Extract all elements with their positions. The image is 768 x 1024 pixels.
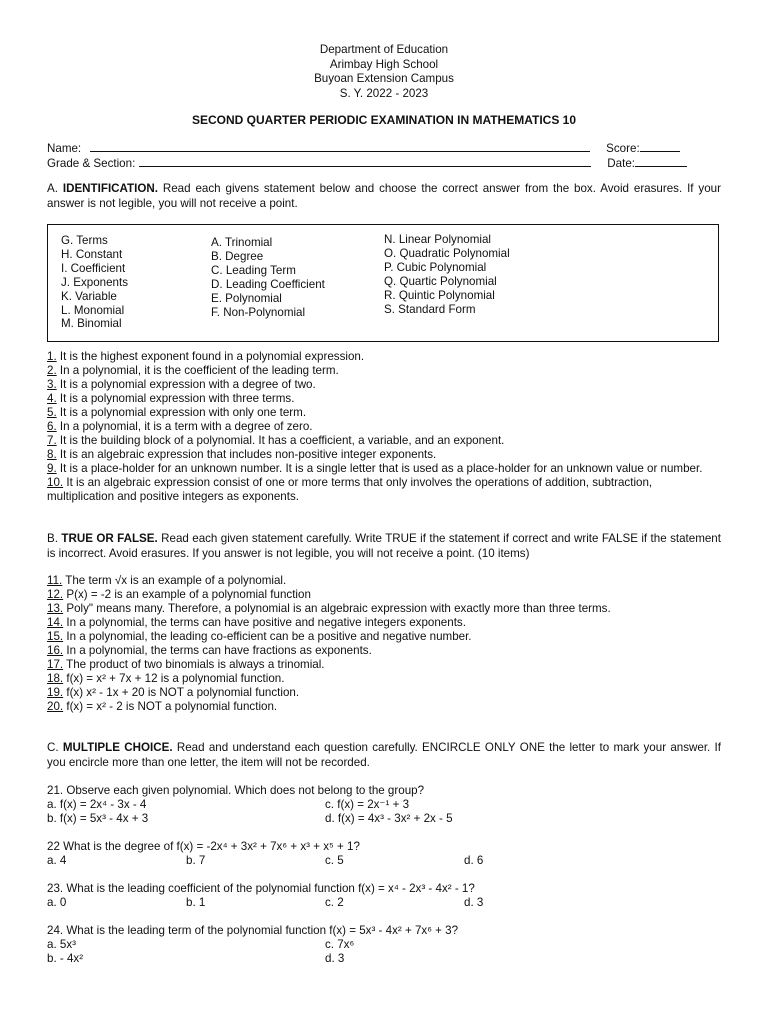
q21-option-d[interactable]: d. f(x) = 4x³ - 3x² + 2x - 5 (325, 811, 453, 825)
question-text: In a polynomial, the leading co-efficient can be a positive and negative number. (63, 630, 472, 644)
question-text: f(x) x² - 1x + 20 is NOT a polynomial function. (63, 686, 300, 700)
q24-option-b[interactable]: b. - 4x² (47, 951, 84, 965)
answer-choice: E. Polynomial (211, 291, 282, 305)
section-a-instructions: A. IDENTIFICATION. Read each givens statement below and choose the correct answer from the box. Avoid erasures. If your answer is not legible, you will not receive a point. (47, 182, 721, 210)
score-label: Score: (606, 142, 640, 155)
question-number: 1. (47, 350, 57, 363)
question-item (47, 700, 721, 714)
section-a-heading: IDENTIFICATION. (62, 182, 158, 195)
question-item (47, 448, 721, 462)
question-22-text: 22 What is the degree of f(x) = -2x⁴ + 3x² + 7x⁶ + x³ + x⁵ + 1? (47, 840, 360, 853)
answer-choice: G. Terms (61, 234, 108, 247)
section-c-instructions: C. MULTIPLE CHOICE. Read and understand each question carefully. ENCIRCLE ONLY ONE the letter to mark your answer. If you encircle more than one letter, the item will not be recorded. (47, 741, 721, 769)
exam-title: SECOND QUARTER PERIODIC EXAMINATION IN MATHEMATICS 10 (191, 113, 577, 127)
question-item (47, 602, 721, 616)
question-number: 4. (47, 392, 57, 406)
answer-choice: B. Degree (211, 249, 264, 263)
question-text: In a polynomial, the terms can have positive and negative integers exponents. (63, 616, 466, 630)
answer-choice: P. Cubic Polynomial (384, 260, 487, 274)
question-text: In a polynomial, the terms can have fractions as exponents. (63, 644, 372, 658)
name-score-row (47, 140, 717, 155)
q24-option-c[interactable]: c. 7x⁶ (325, 937, 355, 951)
section-c-heading: MULTIPLE CHOICE. (62, 741, 173, 754)
question-text: It is a polynomial expression with a degree of two. (56, 378, 316, 392)
answer-choice: L. Monomial (61, 303, 125, 317)
question-item (47, 462, 721, 476)
question-item (47, 658, 721, 672)
q21-option-a[interactable]: a. f(x) = 2x⁴ - 3x - 4 (47, 797, 147, 811)
question-21-text: 21. Observe each given polynomial. Which does not belong to the group? (47, 784, 425, 797)
question-number: 16. (47, 644, 64, 658)
question-item (47, 616, 721, 630)
question-text: It is the highest exponent found in a polynomial expression. (56, 350, 365, 363)
question-item (47, 574, 721, 588)
question-item (47, 588, 721, 602)
question-number: 20. (47, 700, 64, 714)
question-text: Poly" means many. Therefore, a polynomial is an algebraic expression with exactly more than three terms. (63, 602, 611, 616)
q23-option-a[interactable]: a. 0 (47, 895, 67, 909)
department-name: Department of Education (319, 43, 449, 56)
choices-column-1 (61, 234, 128, 331)
question-text: f(x) = x² - 2 is NOT a polynomial function. (63, 700, 278, 714)
question-number: 12. (47, 588, 64, 602)
question-21 (47, 784, 727, 825)
choices-column-2 (211, 236, 325, 319)
question-number: 11. (47, 574, 63, 587)
question-item (47, 434, 721, 448)
answer-choice: O. Quadratic Polynomial (384, 246, 510, 260)
answer-choice: S. Standard Form (384, 302, 476, 316)
question-number: 17. (47, 658, 64, 672)
question-item (47, 672, 721, 686)
answer-choices-box (47, 224, 719, 342)
question-text: In a polynomial, it is a term with a degree of zero. (56, 420, 313, 434)
question-text: It is an algebraic expression that includes non-positive integer exponents. (56, 448, 437, 462)
question-24-text: 24. What is the leading term of the polynomial function f(x) = 5x³ - 4x² + 7x⁶ + 3? (47, 924, 459, 937)
question-item (47, 420, 721, 434)
answer-choice: H. Constant (61, 247, 123, 261)
question-number: 6. (47, 420, 57, 434)
question-number: 18. (47, 672, 64, 686)
question-number: 10. (47, 476, 64, 490)
question-number: 13. (47, 602, 64, 616)
q22-option-c[interactable]: c. 5 (325, 853, 344, 867)
name-field[interactable] (90, 140, 590, 152)
question-22 (47, 840, 727, 868)
true-false-questions (47, 574, 721, 714)
answer-choice: K. Variable (61, 289, 117, 303)
school-year: S. Y. 2022 - 2023 (339, 86, 429, 100)
question-number: 5. (47, 406, 57, 420)
question-24 (47, 924, 727, 965)
question-number: 2. (47, 364, 57, 378)
q24-option-a[interactable]: a. 5x³ (47, 937, 76, 951)
answer-choice: A. Trinomial (211, 236, 273, 249)
q21-option-c[interactable]: c. f(x) = 2x⁻¹ + 3 (325, 797, 410, 811)
q21-option-b[interactable]: b. f(x) = 5x³ - 4x + 3 (47, 811, 149, 825)
question-item (47, 364, 721, 378)
answer-choice: M. Binomial (61, 317, 122, 331)
q23-option-d[interactable]: d. 3 (464, 895, 484, 909)
question-text: The term √x is an example of a polynomial. (62, 574, 287, 587)
question-number: 7. (47, 434, 57, 448)
answer-choice: N. Linear Polynomial (384, 233, 491, 246)
question-number: 15. (47, 630, 64, 644)
date-label: Date: (607, 157, 636, 170)
q23-option-c[interactable]: c. 2 (325, 895, 344, 909)
question-item (47, 378, 721, 392)
grade-date-row (47, 155, 717, 170)
q22-option-b[interactable]: b. 7 (186, 853, 206, 867)
choices-column-3 (384, 233, 510, 316)
question-23 (47, 882, 727, 910)
question-number: 3. (47, 378, 57, 392)
answer-choice: J. Exponents (61, 275, 129, 289)
score-field[interactable] (640, 140, 680, 152)
identification-questions (47, 350, 721, 505)
question-text: It is an algebraic expression consist of one or more terms that only involves the operations of addition, subtraction, multiplication and positive integers as exponents. (47, 476, 653, 504)
question-text: It is a polynomial expression with three terms. (56, 392, 295, 406)
answer-choice: C. Leading Term (211, 263, 296, 277)
grade-section-field[interactable] (139, 155, 591, 167)
question-item (47, 686, 721, 700)
question-item (47, 644, 721, 658)
question-item (47, 392, 721, 406)
question-text: It is a place-holder for an unknown number. It is a single letter that is used as a place-holder for an unknown value or number. (56, 462, 703, 476)
question-number: 8. (47, 448, 57, 462)
date-field[interactable] (635, 155, 687, 167)
answer-choice: I. Coefficient (61, 261, 126, 275)
question-text: It is the building block of a polynomial. It has a coefficient, a variable, and an exponent. (56, 434, 505, 448)
question-item (47, 476, 721, 504)
answer-choice: D. Leading Coefficient (211, 277, 325, 291)
answer-choice: R. Quintic Polynomial (384, 288, 495, 302)
section-b-heading: TRUE OR FALSE. (61, 532, 158, 545)
answer-choice: F. Non-Polynomial (211, 305, 306, 319)
section-b-instructions: B. TRUE OR FALSE. Read each given statement carefully. Write TRUE if the statement if correct and write FALSE if the statement is incorrect. Avoid erasures. If you answer is not legible, you will not receive a point. (10 items) (47, 532, 721, 560)
q22-option-a[interactable]: a. 4 (47, 853, 67, 867)
campus-name: Buyoan Extension Campus (314, 72, 454, 85)
question-item (47, 406, 721, 420)
school-header (0, 43, 768, 101)
question-text: In a polynomial, it is the coefficient of the leading term. (56, 364, 339, 378)
question-number: 14. (47, 616, 64, 630)
question-text: P(x) = -2 is an example of a polynomial function (63, 588, 311, 602)
q23-option-b[interactable]: b. 1 (186, 895, 206, 909)
name-label: Name: (47, 142, 82, 155)
question-text: The product of two binomials is always a trinomial. (63, 658, 325, 672)
grade-section-label: Grade & Section: (47, 157, 136, 170)
question-text: f(x) = x² + 7x + 12 is a polynomial function. (63, 672, 285, 686)
question-number: 9. (47, 462, 57, 476)
question-item (47, 350, 721, 364)
answer-choice: Q. Quartic Polynomial (384, 274, 497, 288)
q24-option-d[interactable]: d. 3 (325, 951, 345, 965)
question-item (47, 630, 721, 644)
q22-option-d[interactable]: d. 6 (464, 853, 484, 867)
question-number: 19. (47, 686, 64, 700)
school-name: Arimbay High School (329, 57, 439, 71)
question-text: It is a polynomial expression with only one term. (56, 406, 307, 420)
question-23-text: 23. What is the leading coefficient of the polynomial function f(x) = x⁴ - 2x³ - 4x² - 1? (47, 882, 475, 895)
